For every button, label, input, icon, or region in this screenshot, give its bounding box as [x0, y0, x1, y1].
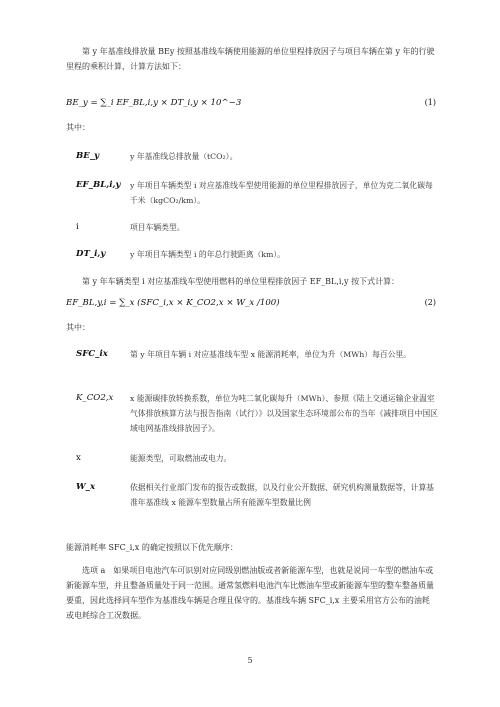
- equation-2-formula: EF_BL,y,i = ∑_x (SFC_i,x × K_CO2,x × W_x /100): [66, 298, 280, 308]
- equation-1-number: (1): [424, 98, 436, 107]
- def1-symbol-i: i: [76, 222, 79, 232]
- def1-text-i: 项目车辆类型。: [130, 223, 185, 232]
- def2-symbol-sfc: SFC_ix: [76, 349, 108, 359]
- def2-text-k: x 能源碳排放转换系数，单位为吨二氧化碳每升（MWh）、参照《陆上交通运输企业温室气体排放核算方法与报告指南（试行）》以及国家生态环境部公布的当年《减排项目中国区域电网基准线排放因子》。: [130, 394, 438, 433]
- option-a-paragraph: 选项 a 如果项目电池汽车可识别对应同级别燃油版或者新能源车型，也就是说同一车型的燃油车或新能源车型，并且整备质量处于同一范围。通常氢燃料电池汽车比燃油车型或新能源车型的整车整备质量要重，因此选择同车型作为基准线车辆是合理且保守的。基准线车辆 SFC_i,x 主要采用官方公布的油耗或电耗综合工况数据。: [66, 566, 434, 620]
- equation-2-number: (2): [424, 298, 436, 307]
- where-label-2: 其中：: [66, 323, 90, 332]
- def1-text-be: y 年基准线总排放量（tCO₂）。: [130, 152, 238, 161]
- def1-symbol-be: BE_y: [76, 151, 100, 161]
- where-label-1: 其中：: [66, 123, 90, 132]
- def2-text-x: 能源类型，可取燃油或电力。: [130, 454, 232, 463]
- def2-text-w: 依据相关行业部门发布的报告或数据，以及行业公开数据、研究机构测量数据等，计算基准年基准线 x 能源车型数量占所有能源车型数量比例: [130, 483, 435, 507]
- def2-text-sfc: 第 y 年项目车辆 i 对应基准线车型 x 能源消耗率，单位为升（MWh）每百公里。: [130, 350, 412, 359]
- def1-symbol-ef: EF_BL,i,y: [76, 180, 121, 190]
- intro-paragraph-2: 第 y 年车辆类型 i 对应基准线车型使用燃料的单位里程排放因子 EF_BL,i,y 按下式计算：: [82, 277, 400, 286]
- def2-symbol-w: W_x: [76, 482, 96, 492]
- def2-symbol-x: x: [76, 453, 81, 463]
- equation-2: [66, 298, 436, 308]
- def1-text-ef: y 年项目车辆类型 i 对应基准线车型使用能源的单位里程排放因子，单位为克二氧化碳每千米（kgCO₂/km）。: [130, 181, 433, 205]
- def1-symbol-dt: DT_i,y: [76, 249, 106, 259]
- page-number: 5: [247, 656, 253, 665]
- def1-text-dt: y 年项目车辆类型 i 的年总行驶距离（km）。: [130, 250, 286, 259]
- def2-symbol-k: K_CO2,x: [76, 393, 114, 403]
- equation-1-formula: BE_y = ∑_i EF_BL,i,y × DT_i,y × 10^−3: [66, 98, 242, 108]
- intro-paragraph-1: 第 y 年基准线排放量 BEy 按照基准线车辆使用能源的单位里程排放因子与项目车辆在第 y 年的行驶里程的乘积计算，计算方法如下：: [66, 47, 435, 71]
- equation-1: [66, 98, 436, 108]
- priority-paragraph: 能源消耗率 SFC_i,x 的确定按照以下优先顺序：: [66, 543, 238, 552]
